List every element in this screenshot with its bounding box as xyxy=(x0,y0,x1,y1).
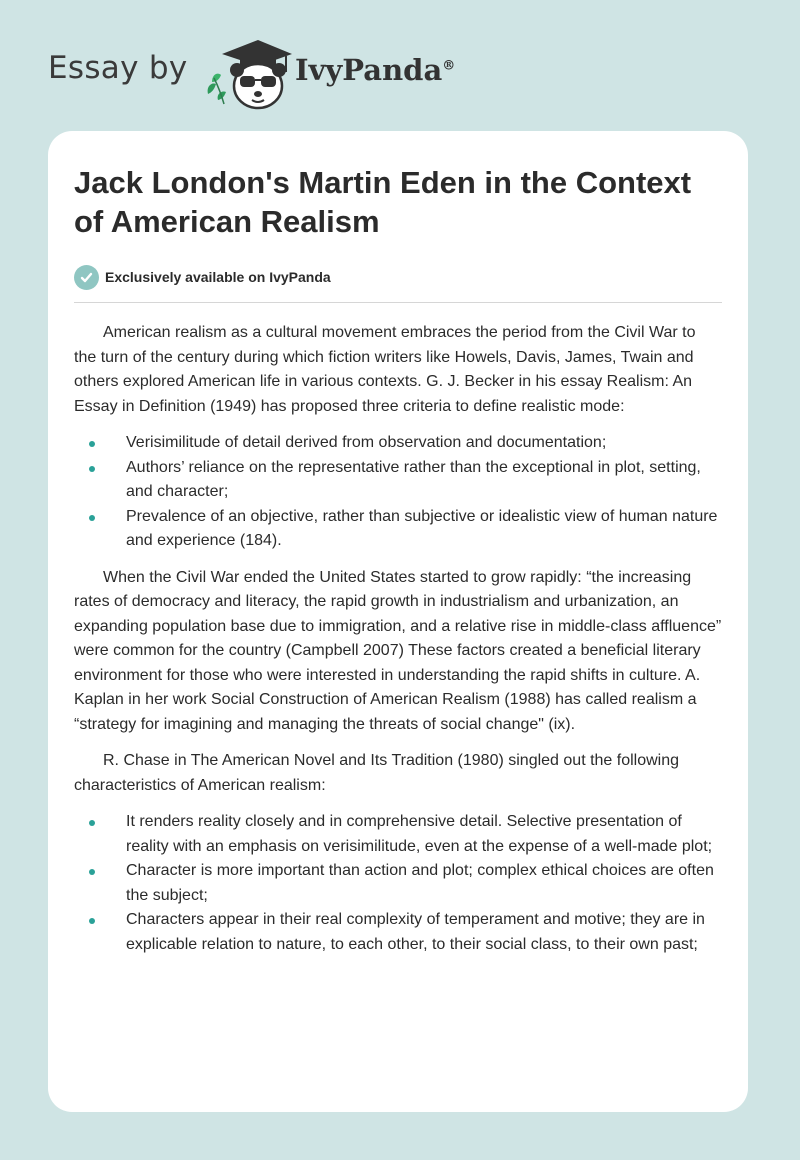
essay-card xyxy=(48,131,748,1112)
brand-text: IvyPanda xyxy=(295,53,443,87)
list-item: Characters appear in their real complexity of temperament and motive; they are in explicable relation to nature, to each other, to their social class, to their own past; xyxy=(74,908,722,957)
characteristics-list xyxy=(74,810,722,957)
site-header xyxy=(0,0,800,130)
essay-title: Jack London's Martin Eden in the Context of American Realism xyxy=(74,165,692,239)
paragraph: American realism as a cultural movement embraces the period from the Civil War to the turn of the century during which fiction writers like Howels, Davis, James, Twain and others explored American life in various contexts. G. J. Becker in his essay Realism: An Essay in Definition (1949) has proposed three criteria to define realistic mode: xyxy=(74,324,696,415)
list-item: Prevalence of an objective, rather than subjective or idealistic view of human nature and experience (184). xyxy=(74,505,722,554)
exclusive-badge xyxy=(74,264,331,290)
divider xyxy=(74,302,722,303)
ivypanda-mascot-icon[interactable] xyxy=(200,34,292,110)
paragraph: R. Chase in The American Novel and Its Tradition (1980) singled out the following characteristics of American realism: xyxy=(74,752,680,794)
essay-by-label: Essay by xyxy=(48,50,188,86)
check-icon xyxy=(74,265,99,290)
list-item: It renders reality closely and in comprehensive detail. Selective presentation of reality with an emphasis on verisimilitude, even at the expense of a well-made plot; xyxy=(74,810,722,859)
criteria-list xyxy=(74,431,722,554)
list-item: Verisimilitude of detail derived from observation and documentation; xyxy=(74,431,722,456)
brand-name[interactable] xyxy=(295,53,455,87)
list-item: Authors’ reliance on the representative rather than the exceptional in plot, setting, and character; xyxy=(74,456,722,505)
exclusive-badge-text: Exclusively available on IvyPanda xyxy=(105,269,331,285)
paragraph: When the Civil War ended the United States started to grow rapidly: “the increasing rates of democracy and literacy, the rapid growth in industrialism and urbanization, an expanding population base due to immigration, and a relative rise in middle-class affluence” were common for the country (Campbell 2007) These factors created a beneficial literary environment for those who were interested in understanding the rapid shifts in culture. A. Kaplan in her work Social Construction of American Realism (1988) has called realism a “strategy for imagining and managing the threats of social change" (ix). xyxy=(74,568,722,733)
registered-mark: ® xyxy=(442,58,456,74)
list-item: Character is more important than action and plot; complex ethical choices are often the subject; xyxy=(74,859,722,908)
essay-body xyxy=(74,321,722,969)
